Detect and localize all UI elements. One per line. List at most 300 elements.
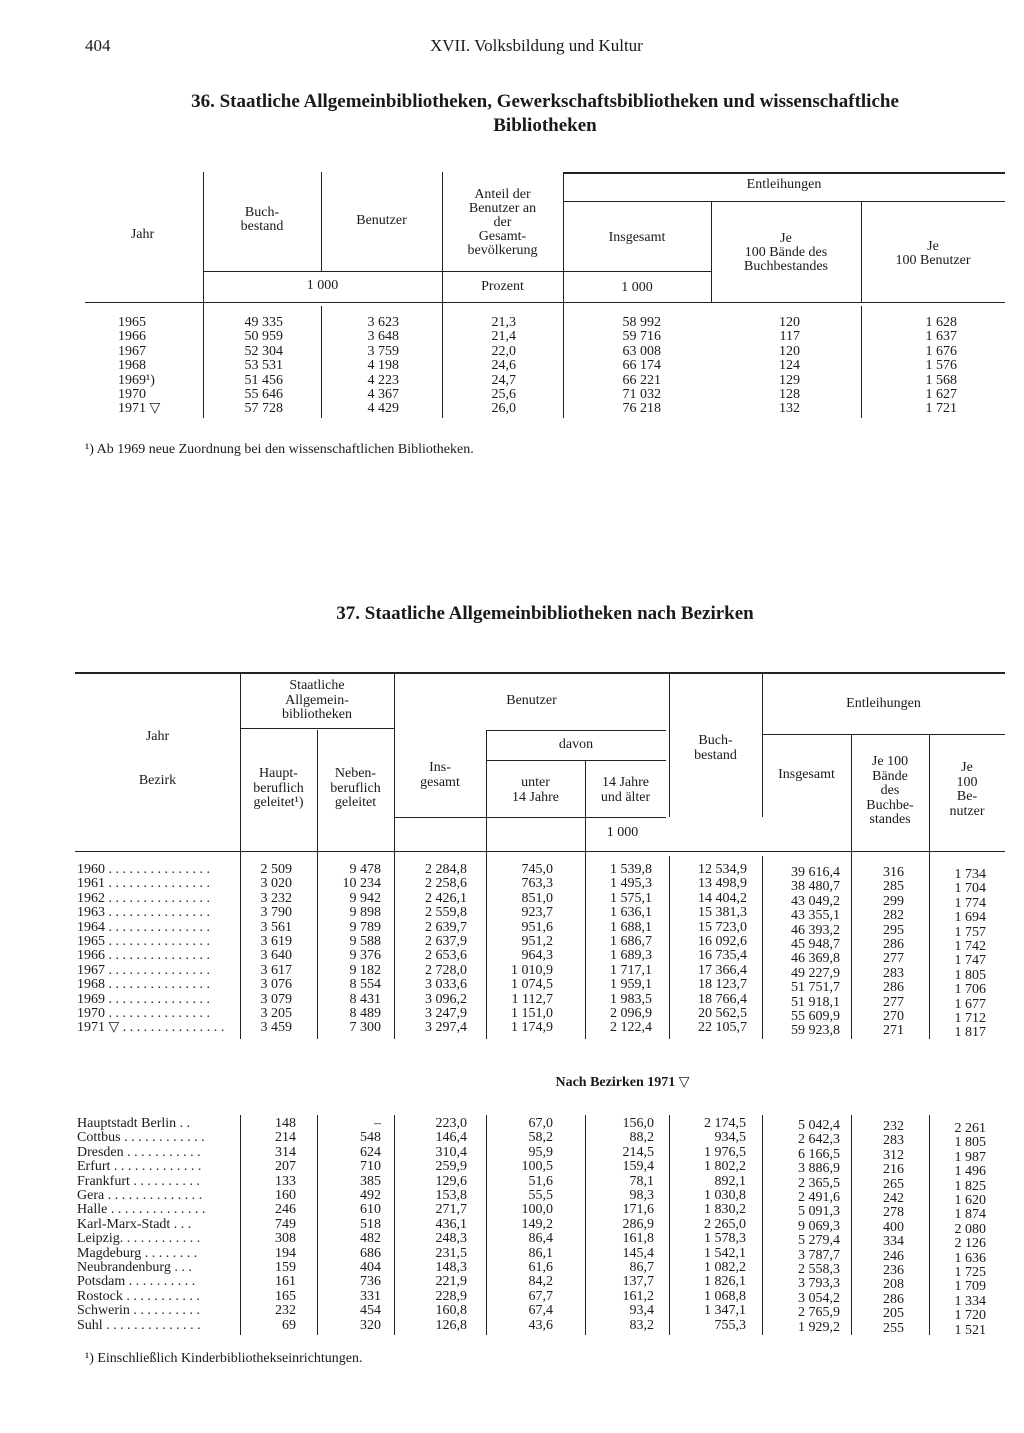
t37-line: [762, 734, 1005, 735]
table-cell: 1 151,0: [511, 1006, 553, 1022]
table-cell: 2 365,5: [798, 1175, 840, 1191]
table-cell: 2 096,9: [610, 1006, 652, 1022]
table-cell: 1 830,2: [704, 1202, 746, 1218]
table-cell: 93,4: [629, 1303, 654, 1319]
table-cell: 10 234: [342, 876, 381, 892]
table-cell: 159: [275, 1260, 296, 1276]
table-cell: 285: [883, 879, 904, 895]
table-cell: 38 480,7: [791, 879, 840, 895]
table-cell: 3 640: [260, 948, 292, 964]
table-cell: 246: [883, 1248, 904, 1264]
table-cell: 2 728,0: [425, 962, 467, 978]
table-cell: 59 716: [622, 329, 661, 345]
table-cell: 265: [883, 1176, 904, 1192]
table-cell: 923,7: [521, 905, 553, 921]
t37-header-bezirk: Bezirk: [138, 773, 177, 788]
table-cell: 58,2: [528, 1130, 553, 1146]
table-cell: 2 426,1: [425, 890, 467, 906]
table-cell: 4 198: [367, 358, 399, 374]
table-cell: 3 790: [260, 905, 292, 921]
table-cell: 137,7: [622, 1274, 654, 1290]
t37-footnote: ¹) Einschließlich Kinderbibliothekseinrichtungen.: [85, 1351, 363, 1366]
table-cell: Leipzig. . . . . . . . . . . .: [77, 1231, 201, 1247]
table-cell: 1960 . . . . . . . . . . . . . . .: [77, 862, 210, 877]
table-cell: 1 677: [954, 996, 986, 1012]
t37-header-davon: davon: [558, 737, 594, 752]
t37-col-year-label: [77, 863, 224, 1036]
table-cell: 86,4: [528, 1231, 553, 1247]
table-cell: 2 765,9: [798, 1305, 840, 1321]
table-cell: 128: [779, 387, 800, 403]
table-cell: 610: [360, 1202, 381, 1218]
table-cell: 951,2: [521, 934, 553, 950]
table-cell: 214,5: [622, 1144, 654, 1160]
table-cell: 3 648: [367, 329, 399, 345]
table-cell: 156,0: [622, 1116, 654, 1131]
table-cell: 1 874: [954, 1207, 986, 1223]
table-cell: 16 092,6: [698, 934, 747, 950]
table-cell: 308: [275, 1231, 296, 1247]
table-cell: 710: [360, 1159, 381, 1175]
t36-col-anteil: [442, 316, 516, 417]
table-cell: 270: [883, 1009, 904, 1025]
t37-col-year-haupt: [240, 863, 292, 1036]
t36-header-entleihungen: Entleihungen: [746, 177, 822, 192]
table-cell: 24,7: [491, 372, 516, 388]
table-cell: 161: [275, 1274, 296, 1290]
table-cell: 1 074,5: [511, 977, 553, 993]
table-cell: 9 478: [349, 862, 381, 877]
table-cell: –: [374, 1116, 381, 1131]
table-cell: 146,4: [435, 1130, 467, 1146]
table-cell: 6 166,5: [798, 1146, 840, 1162]
table-cell: Karl-Marx-Stadt . . .: [77, 1216, 192, 1232]
table-cell: 1971 ▽ . . . . . . . . . . . . . . .: [77, 1020, 225, 1036]
table-cell: 51 751,7: [791, 980, 840, 996]
table-cell: 259,9: [435, 1159, 467, 1175]
table-cell: 117: [779, 329, 800, 345]
t37-col-year-ent: [762, 866, 840, 1039]
t36-unit-prozent: Prozent: [481, 279, 524, 294]
table-cell: 5 279,4: [798, 1233, 840, 1249]
table-cell: 95,9: [528, 1144, 553, 1160]
table-cell: 71 032: [622, 387, 661, 403]
table-cell: 271,7: [435, 1202, 467, 1218]
t36-col-buchbestand: [203, 316, 283, 417]
t37-line: [75, 851, 1005, 852]
table-cell: 278: [883, 1205, 904, 1221]
t37-col-year-unter: [486, 863, 553, 1036]
table-cell: Neubrandenburg . . .: [77, 1260, 192, 1276]
t37-line: [75, 672, 1005, 674]
table-cell: 316: [883, 865, 904, 880]
table-cell: 207: [275, 1159, 296, 1175]
table-cell: 436,1: [435, 1216, 467, 1232]
table-cell: 3 297,4: [425, 1020, 467, 1036]
table-cell: 3 623: [367, 315, 399, 330]
table-cell: 132: [779, 401, 800, 417]
table-cell: Frankfurt . . . . . . . . . .: [77, 1173, 200, 1189]
table-cell: Potsdam . . . . . . . . . .: [77, 1274, 196, 1290]
table-cell: 88,2: [629, 1130, 654, 1146]
table-cell: 1 030,8: [704, 1188, 746, 1204]
table-cell: 1 717,1: [610, 962, 652, 978]
chapter-title: XVII. Volksbildung und Kultur: [430, 36, 643, 55]
table-cell: 1 521: [954, 1322, 986, 1338]
table-cell: 13 498,9: [698, 876, 747, 892]
table-cell: 25,6: [491, 387, 516, 403]
table-cell: 21,3: [491, 315, 516, 330]
t36-header-jahr: Jahr: [130, 227, 155, 242]
table-cell: 1 010,9: [511, 962, 553, 978]
table-cell: 216: [883, 1162, 904, 1178]
table-cell: 1 959,1: [610, 977, 652, 993]
table-cell: 58 992: [622, 315, 661, 330]
table-cell: 171,6: [622, 1202, 654, 1218]
table-cell: 205: [883, 1306, 904, 1322]
t37-header-buchbestand: Buch- bestand: [694, 733, 737, 763]
table-cell: 1 826,1: [704, 1274, 746, 1290]
table-cell: 76 218: [622, 401, 661, 417]
t37-col-district-ab: [585, 1117, 654, 1333]
t36-header-je100-benutzer: Je 100 Benutzer: [895, 239, 971, 268]
t37-header-staatliche: Staatliche Allgemein- bibliotheken: [282, 678, 352, 722]
table-cell: 49 335: [244, 315, 283, 330]
table-cell: 3 617: [260, 962, 292, 978]
table-cell: 1 068,8: [704, 1288, 746, 1304]
table-cell: 55 609,9: [791, 1009, 840, 1025]
table-cell: 1 636,1: [610, 905, 652, 921]
t36-header-buchbestand: Buch- bestand: [240, 205, 284, 234]
table-cell: 277: [883, 951, 904, 967]
table-cell: 2 126: [954, 1236, 986, 1252]
table-cell: 1 712: [954, 1011, 986, 1027]
table-cell: 2 509: [260, 862, 292, 877]
table-cell: 7 300: [349, 1020, 381, 1036]
table-cell: Cottbus . . . . . . . . . . . .: [77, 1130, 205, 1146]
table-cell: 3 619: [260, 934, 292, 950]
t36-col-je100-baende: [711, 316, 800, 417]
table-cell: 286,9: [622, 1216, 654, 1232]
t37-col-year-insg: [394, 863, 467, 1036]
table-cell: 286: [883, 980, 904, 996]
t37-line: [486, 730, 666, 731]
t36-header-benutzer: Benutzer: [356, 213, 407, 228]
table-cell: 1 628: [925, 315, 957, 330]
table-cell: 736: [360, 1274, 381, 1290]
table-cell: 165: [275, 1288, 296, 1304]
table-cell: 3 793,3: [798, 1276, 840, 1292]
table-cell: 2 653,6: [425, 948, 467, 964]
table-cell: 1969 . . . . . . . . . . . . . . .: [77, 991, 210, 1007]
table-cell: 248,3: [435, 1231, 467, 1247]
table-cell: 86,1: [528, 1245, 553, 1261]
table-cell: 53 531: [244, 358, 283, 374]
t36-header-insgesamt: Insgesamt: [608, 230, 666, 245]
table-cell: 283: [883, 1133, 904, 1149]
table-cell: 61,6: [528, 1260, 553, 1276]
table-cell: 1 688,1: [610, 919, 652, 935]
table-cell: 18 123,7: [698, 977, 747, 993]
t36-footnote: ¹) Ab 1969 neue Zuordnung bei den wissenschaftlichen Bibliotheken.: [85, 442, 474, 457]
table-cell: 745,0: [521, 862, 553, 877]
table-cell: 1 976,5: [704, 1144, 746, 1160]
table-cell: 149,2: [521, 1216, 553, 1232]
table-cell: 120: [779, 343, 800, 359]
table-cell: 78,1: [629, 1173, 654, 1189]
table-cell: Hauptstadt Berlin . .: [77, 1116, 191, 1131]
table-cell: 22 105,7: [698, 1020, 747, 1036]
t37-col-district-unter: [486, 1117, 553, 1333]
table-cell: 2 642,3: [798, 1132, 840, 1148]
table-cell: Suhl . . . . . . . . . . . . . .: [77, 1317, 201, 1333]
table-cell: 1 174,9: [511, 1020, 553, 1036]
table-cell: 1965 . . . . . . . . . . . . . . .: [77, 934, 210, 950]
t36-unit-1000: 1 000: [621, 280, 653, 295]
table-cell: Magdeburg . . . . . . . .: [77, 1245, 198, 1261]
table-cell: 5 042,4: [798, 1118, 840, 1133]
table-cell: 98,3: [629, 1188, 654, 1204]
table-cell: 1 539,8: [610, 862, 652, 877]
table-cell: 208: [883, 1277, 904, 1293]
table-cell: 2 637,9: [425, 934, 467, 950]
table-cell: 548: [360, 1130, 381, 1146]
table-cell: 763,3: [521, 876, 553, 892]
table-cell: 1967: [118, 343, 146, 359]
table-cell: 3 759: [367, 343, 399, 359]
table-cell: 3 232: [260, 890, 292, 906]
table-cell: Rostock . . . . . . . . . . .: [77, 1288, 200, 1304]
table-cell: 3 787,7: [798, 1247, 840, 1263]
table-cell: 1968 . . . . . . . . . . . . . . .: [77, 977, 210, 993]
table-cell: 892,1: [714, 1173, 746, 1189]
table-cell: 1966: [118, 329, 146, 345]
table-cell: 1 929,2: [798, 1319, 840, 1335]
table-cell: 126,8: [435, 1317, 467, 1333]
table-cell: 159,4: [622, 1159, 654, 1175]
table-cell: 334: [883, 1234, 904, 1250]
t37-col-year-buch: [669, 863, 747, 1036]
t36-line: [563, 172, 1005, 174]
table-cell: 9 182: [349, 962, 381, 978]
table-cell: 482: [360, 1231, 381, 1247]
table-cell: 2 258,6: [425, 876, 467, 892]
t37-col-year-je-b: [851, 866, 904, 1039]
table-cell: 160: [275, 1188, 296, 1204]
t36-col-je100-benutzer: [861, 316, 957, 417]
table-cell: 312: [883, 1147, 904, 1163]
table-cell: 100,5: [521, 1159, 553, 1175]
table-cell: 21,4: [491, 329, 516, 345]
page-number: 404: [85, 36, 111, 55]
table-cell: 12 534,9: [698, 862, 747, 877]
t37-col-year-je-n: [929, 868, 986, 1041]
t36-unit-1000: 1 000: [306, 278, 339, 293]
table-cell: 148: [275, 1116, 296, 1131]
table36-title: [85, 90, 1005, 138]
table-cell: 49 227,9: [791, 965, 840, 981]
table-cell: 4 223: [367, 372, 399, 388]
table-cell: 15 381,3: [698, 905, 747, 921]
table-cell: 2 122,4: [610, 1020, 652, 1036]
t37-col-district-insg: [394, 1117, 467, 1333]
t37-header-benutzer: Benutzer: [506, 693, 557, 708]
table-cell: 51 456: [244, 372, 283, 388]
t37-header-ab14: 14 Jahre und älter: [600, 775, 651, 805]
table-cell: 934,5: [714, 1130, 746, 1146]
t37-col-district-neben: [317, 1117, 381, 1333]
table-cell: 18 766,4: [698, 991, 747, 1007]
t36-col-jahr: [118, 316, 160, 417]
table-cell: 295: [883, 922, 904, 938]
t37-vline: [762, 672, 763, 817]
t37-col-year-ab: [585, 863, 652, 1036]
table-cell: 1 694: [954, 910, 986, 926]
table-cell: 3 205: [260, 1006, 292, 1022]
table-cell: 277: [883, 994, 904, 1010]
table-cell: Dresden . . . . . . . . . . .: [77, 1144, 201, 1160]
table-cell: 454: [360, 1303, 381, 1319]
table-cell: 161,8: [622, 1231, 654, 1247]
table-cell: 320: [360, 1317, 381, 1333]
table-cell: 8 431: [349, 991, 381, 1007]
table-cell: 1 495,3: [610, 876, 652, 892]
table-cell: 8 554: [349, 977, 381, 993]
table-cell: 1 636: [954, 1250, 986, 1266]
t37-header-haupt: Haupt- beruflich geleitet¹): [253, 766, 304, 810]
table-cell: 67,4: [528, 1303, 553, 1319]
table-cell: 1 805: [954, 1135, 986, 1151]
table-cell: 46 393,2: [791, 922, 840, 938]
table-cell: 1 576: [925, 358, 957, 374]
table-cell: 52 304: [244, 343, 283, 359]
table-cell: 9 789: [349, 919, 381, 935]
table-cell: 9 376: [349, 948, 381, 964]
table-cell: 1 112,7: [511, 991, 553, 1007]
table-cell: 69: [282, 1317, 296, 1333]
table-cell: 2 284,8: [425, 862, 467, 877]
table-cell: 15 723,0: [698, 919, 747, 935]
table-cell: 1963 . . . . . . . . . . . . . . .: [77, 905, 210, 921]
t36-line: [203, 271, 711, 272]
t37-line: [240, 728, 394, 729]
table-cell: 1 496: [954, 1164, 986, 1180]
table-cell: 9 069,3: [798, 1218, 840, 1234]
table-cell: 1 627: [925, 387, 957, 403]
table-cell: 2 559,8: [425, 905, 467, 921]
table-cell: 231,5: [435, 1245, 467, 1261]
table-cell: 3 054,2: [798, 1290, 840, 1306]
table-cell: 153,8: [435, 1188, 467, 1204]
t36-col-benutzer: [321, 316, 399, 417]
table-cell: 1 742: [954, 939, 986, 955]
table-cell: 17 366,4: [698, 962, 747, 978]
t37-col-year-neben: [317, 863, 381, 1036]
t37-header-unter14: unter 14 Jahre: [511, 775, 560, 805]
table-cell: 133: [275, 1173, 296, 1189]
t37-col-district-je-b: [851, 1120, 904, 1336]
table-cell: 1 676: [925, 343, 957, 359]
t37-line: [394, 817, 666, 818]
table-cell: 148,3: [435, 1260, 467, 1276]
table-cell: 1 620: [954, 1193, 986, 1209]
table-cell: Erfurt . . . . . . . . . . . . .: [77, 1159, 202, 1175]
table-cell: 24,6: [491, 358, 516, 374]
table-cell: 4 429: [367, 401, 399, 417]
table-cell: 51 918,1: [791, 994, 840, 1010]
table-cell: 194: [275, 1245, 296, 1261]
t37-subheading: Nach Bezirken 1971 ▽: [555, 1075, 690, 1090]
table36-title-line2: Bibliotheken: [493, 115, 597, 136]
table-cell: 2 261: [954, 1121, 986, 1136]
table-cell: 14 404,2: [698, 890, 747, 906]
table36-title-line1: 36. Staatliche Allgemeinbibliotheken, Gewerkschaftsbibliotheken und wissenschaftliche: [191, 91, 899, 112]
table-cell: 1 637: [925, 329, 957, 345]
table-cell: 283: [883, 965, 904, 981]
table-cell: 228,9: [435, 1288, 467, 1304]
table-cell: 851,0: [521, 890, 553, 906]
table-cell: 1 578,3: [704, 1231, 746, 1247]
table-cell: 2 491,6: [798, 1190, 840, 1206]
table-cell: 331: [360, 1288, 381, 1304]
table-cell: 1 542,1: [704, 1245, 746, 1261]
table-cell: 1 334: [954, 1293, 986, 1309]
table-cell: 314: [275, 1144, 296, 1160]
table-cell: Gera . . . . . . . . . . . . . .: [77, 1188, 203, 1204]
table-cell: 964,3: [521, 948, 553, 964]
table-cell: 1 704: [954, 881, 986, 897]
table-cell: 755,3: [714, 1317, 746, 1333]
table-cell: 518: [360, 1216, 381, 1232]
table-cell: 1 347,1: [704, 1303, 746, 1319]
table-cell: 5 091,3: [798, 1204, 840, 1220]
t37-col-district-je-n: [929, 1122, 986, 1338]
table-cell: 124: [779, 358, 800, 374]
t37-header-je100-baende: Je 100 Bände des Buchbe- standes: [866, 754, 914, 827]
table-cell: 39 616,4: [791, 865, 840, 880]
table-cell: 1 774: [954, 895, 986, 911]
table-cell: 2 265,0: [704, 1216, 746, 1232]
table-cell: 1970 . . . . . . . . . . . . . . .: [77, 1006, 210, 1022]
table-cell: 3 076: [260, 977, 292, 993]
table-cell: 385: [360, 1173, 381, 1189]
table-cell: 951,6: [521, 919, 553, 935]
table-cell: 3 096,2: [425, 991, 467, 1007]
table-cell: 624: [360, 1144, 381, 1160]
t36-line: [563, 201, 1005, 202]
table-cell: 129: [779, 372, 800, 388]
table-cell: 145,4: [622, 1245, 654, 1261]
table-cell: 286: [883, 937, 904, 953]
table-cell: 223,0: [435, 1116, 467, 1131]
table-cell: Halle . . . . . . . . . . . . . .: [77, 1202, 206, 1218]
table-cell: 4 367: [367, 387, 399, 403]
table-cell: 66 221: [622, 372, 661, 388]
table-cell: 1 805: [954, 967, 986, 983]
table-cell: 255: [883, 1320, 904, 1336]
table-cell: 282: [883, 908, 904, 924]
table-cell: 86,7: [629, 1260, 654, 1276]
t36-line: [85, 302, 1005, 303]
table-cell: 43 355,1: [791, 908, 840, 924]
table-cell: 22,0: [491, 343, 516, 359]
table-cell: 50 959: [244, 329, 283, 345]
t37-unit-1000: 1 000: [606, 825, 639, 840]
table-cell: 51,6: [528, 1173, 553, 1189]
t37-header-insgesamt: Ins- gesamt: [420, 760, 460, 790]
table-cell: 1962 . . . . . . . . . . . . . . .: [77, 890, 210, 906]
table-cell: 120: [779, 315, 800, 330]
